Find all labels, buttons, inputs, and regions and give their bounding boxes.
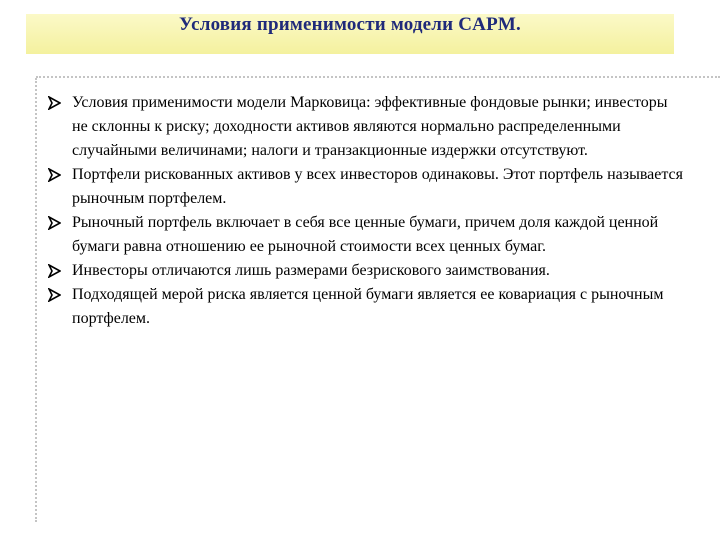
bullet-item bbox=[46, 283, 686, 331]
arrow-bullet-icon bbox=[48, 284, 62, 298]
bullet-text: Портфели рискованных активов у всех инвесторов одинаковы. Этот портфель называется рыночным портфелем. bbox=[72, 166, 684, 207]
dotted-divider-left bbox=[35, 78, 37, 522]
bullet-item bbox=[46, 259, 686, 283]
arrow-bullet-icon bbox=[48, 260, 62, 274]
arrow-bullet-icon bbox=[48, 212, 62, 226]
bullet-list bbox=[46, 91, 686, 331]
bullet-item bbox=[46, 91, 686, 163]
bullet-text: Инвесторы отличаются лишь размерами безрискового заимствования. bbox=[72, 262, 550, 279]
arrow-bullet-icon bbox=[48, 92, 62, 106]
bullet-item bbox=[46, 211, 686, 259]
title-bar bbox=[26, 14, 674, 54]
slide-title: Условия применимости модели CAPM. bbox=[178, 14, 521, 35]
bullet-item bbox=[46, 163, 686, 211]
dotted-divider-top bbox=[36, 76, 720, 78]
bullet-text: Подходящей мерой риска является ценной бумаги является ее ковариация с рыночным портфелем. bbox=[72, 286, 664, 327]
bullet-text: Условия применимости модели Марковица: эффективные фондовые рынки; инвесторы не склонны к риску; доходности активов являются нормально распределенными случайными величинами; налоги и транзакционные издержки отсутствуют. bbox=[72, 94, 668, 159]
arrow-bullet-icon bbox=[48, 164, 62, 178]
bullet-text: Рыночный портфель включает в себя все ценные бумаги, причем доля каждой ценной бумаги равна отношению ее рыночной стоимости всех ценных бумаг. bbox=[72, 214, 659, 255]
